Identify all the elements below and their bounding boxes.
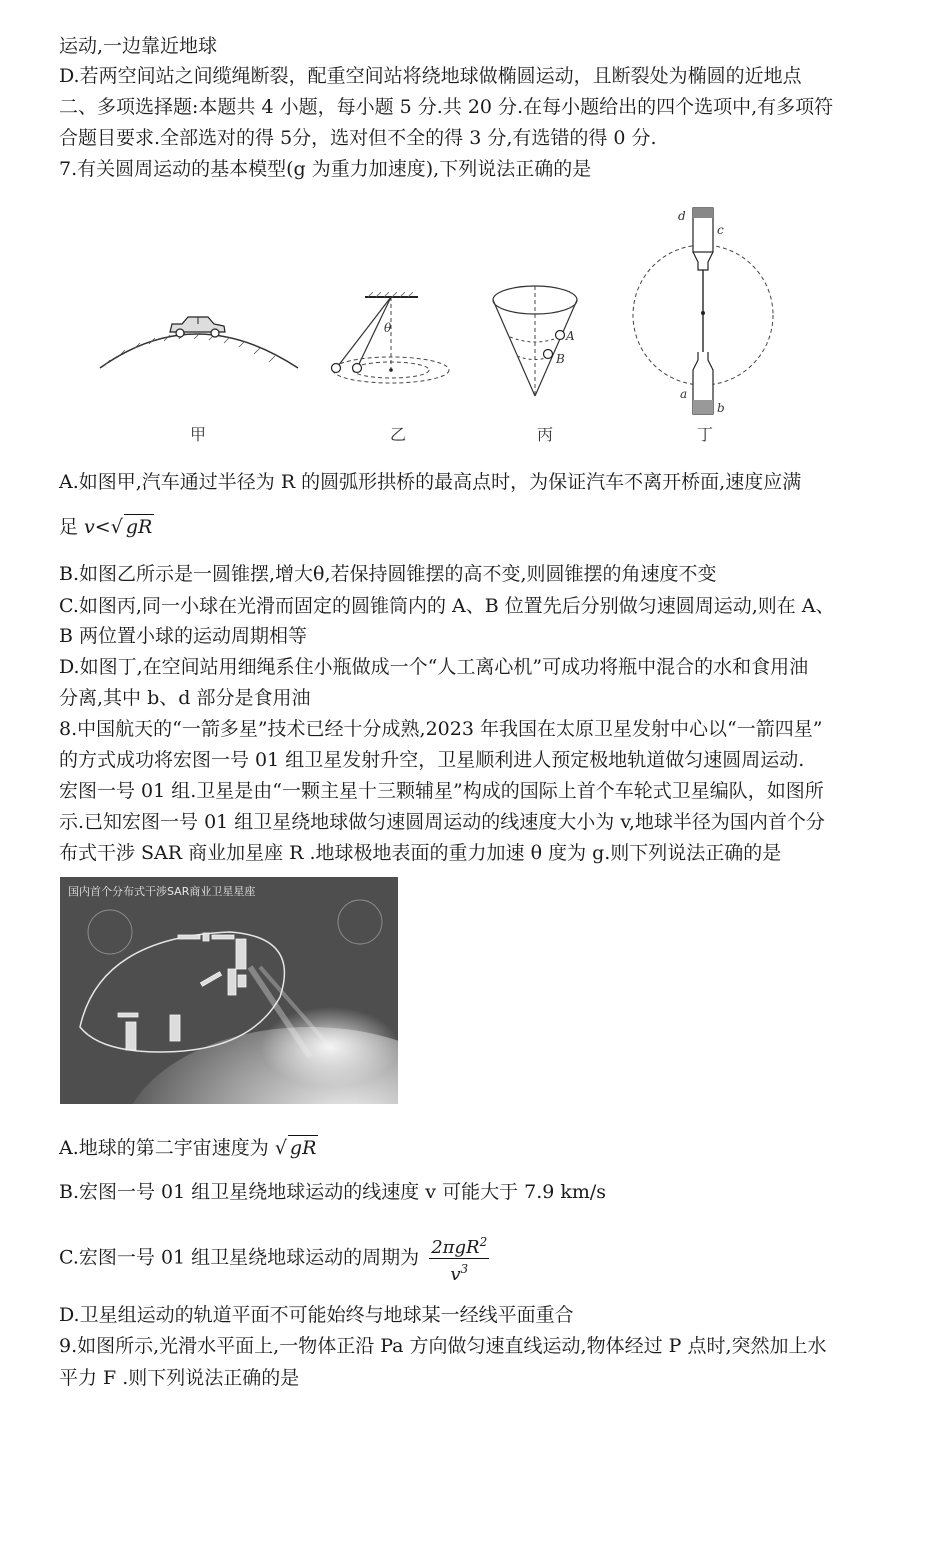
- q7-option-a-radicand: gR: [125, 516, 153, 538]
- q8-option-a: A.地球的第二宇宙速度为 √ gR: [59, 1137, 317, 1159]
- fraction-denominator: v: [450, 1264, 461, 1285]
- q8-option-a-prefix: A.地球的第二宇宙速度为: [59, 1137, 275, 1159]
- q7-option-a-var: v<: [84, 516, 111, 538]
- q8-stem-1: 8.中国航天的“一箭多星”技术已经十分成熟,2023 年我国在太原卫星发射中心以“一箭四星”: [59, 718, 823, 740]
- point-d-label: d: [678, 209, 686, 223]
- point-c-label: c: [717, 223, 724, 237]
- q7-option-a-prefix: 足: [59, 516, 85, 538]
- denominator-exponent: 3: [460, 1262, 469, 1276]
- option-d-prev: D.若两空间站之间缆绳断裂，配重空间站将绕地球做椭圆运动，且断裂处为椭圆的近地点: [59, 65, 802, 87]
- q8-stem-3: 宏图一号 01 组.卫星是由“一颗主星十三颗辅星”构成的国际上首个车轮式卫星编队，如图所: [59, 780, 824, 802]
- section-heading-cont: 合题目要求.全部选对的得 5分，选对但不全的得 3 分,有选错的得 0 分.: [59, 127, 657, 149]
- q8-option-a-radicand: gR: [289, 1137, 317, 1159]
- q8-option-b: B.宏图一号 01 组卫星绕地球运动的线速度 v 可能大于 7.9 km/s: [59, 1181, 607, 1203]
- figure-bing-cone: [493, 286, 577, 396]
- point-b-bottle-label: b: [717, 401, 725, 415]
- q7-option-a-cont: 足 v<√ gR: [59, 516, 153, 538]
- satellite-constellation-image: [60, 877, 398, 1104]
- q8-option-d: D.卫星组运动的轨道平面不可能始终与地球某一经线平面重合: [59, 1304, 574, 1326]
- text-line-1: 运动,一边靠近地球: [59, 35, 218, 57]
- q8-option-c-prefix: C.宏图一号 01 组卫星绕地球运动的周期为: [59, 1246, 420, 1269]
- q8-stem-4: 示.已知宏图一号 01 组卫星绕地球做匀速圆周运动的线速度大小为 v,地球半径为国内首个分: [59, 811, 825, 833]
- q8-stem-5: 布式干涉 SAR 商业加星座 R .地球极地表面的重力加速 θ 度为 g.则下列说法正确的是: [59, 842, 782, 864]
- q7-option-c-cont: B 两位置小球的运动周期相等: [59, 625, 308, 647]
- photo-caption: 国内首个分布式干涉SAR商业卫星星座: [68, 885, 256, 898]
- figure-jia-car-bridge: [100, 317, 298, 368]
- fraction-numerator: 2πgR: [431, 1237, 480, 1258]
- q9-stem-1: 9.如图所示,光滑水平面上,一物体正沿 Pa 方向做匀速直线运动,物体经过 P 点时,突然加上水: [59, 1335, 827, 1357]
- q8-option-c-fraction: [429, 1232, 489, 1285]
- q7-option-d: D.如图丁,在空间站用细绳系住小瓶做成一个“人工离心机”可成功将瓶中混合的水和食用油: [59, 656, 809, 678]
- q7-option-d-cont: 分离,其中 b、d 部分是食用油: [59, 687, 311, 709]
- q9-stem-2: 平力 F .则下列说法正确的是: [59, 1367, 300, 1389]
- q7-option-a: A.如图甲,汽车通过半径为 R 的圆弧形拱桥的最高点时，为保证汽车不离开桥面,速度应满: [59, 471, 802, 493]
- figure-circular-motion-models: [90, 200, 790, 450]
- figure-label-bing: 丙: [537, 425, 554, 444]
- q8-option-c: [59, 1232, 489, 1285]
- point-a-bottle-label: a: [680, 387, 688, 401]
- figure-ding-centrifuge: [633, 208, 773, 415]
- point-a-label: A: [566, 329, 575, 343]
- q8-stem-2: 的方式成功将宏图一号 01 组卫星发射升空，卫星顺利进人预定极地轨道做匀速圆周运动.: [59, 749, 805, 771]
- figure-label-yi: 乙: [390, 425, 407, 444]
- q7-option-c: C.如图丙,同一小球在光滑而固定的圆锥筒内的 A、B 位置先后分别做匀速圆周运动,则在 A、: [59, 595, 835, 617]
- question-7-stem: 7.有关圆周运动的基本模型(g 为重力加速度),下列说法正确的是: [59, 158, 592, 180]
- figure-label-ding: 丁: [697, 425, 714, 444]
- numerator-exponent: 2: [479, 1235, 488, 1249]
- q7-option-b: B.如图乙所示是一圆锥摆,增大θ,若保持圆锥摆的高不变,则圆锥摆的角速度不变: [59, 563, 717, 585]
- theta-label: θ: [384, 321, 392, 335]
- point-b-label: B: [556, 352, 565, 366]
- figure-yi-conical-pendulum: [332, 292, 450, 383]
- section-heading: 二、多项选择题:本题共 4 小题，每小题 5 分.共 20 分.在每小题给出的四个选项中,有多项符: [59, 96, 834, 118]
- figure-label-jia: 甲: [190, 425, 207, 444]
